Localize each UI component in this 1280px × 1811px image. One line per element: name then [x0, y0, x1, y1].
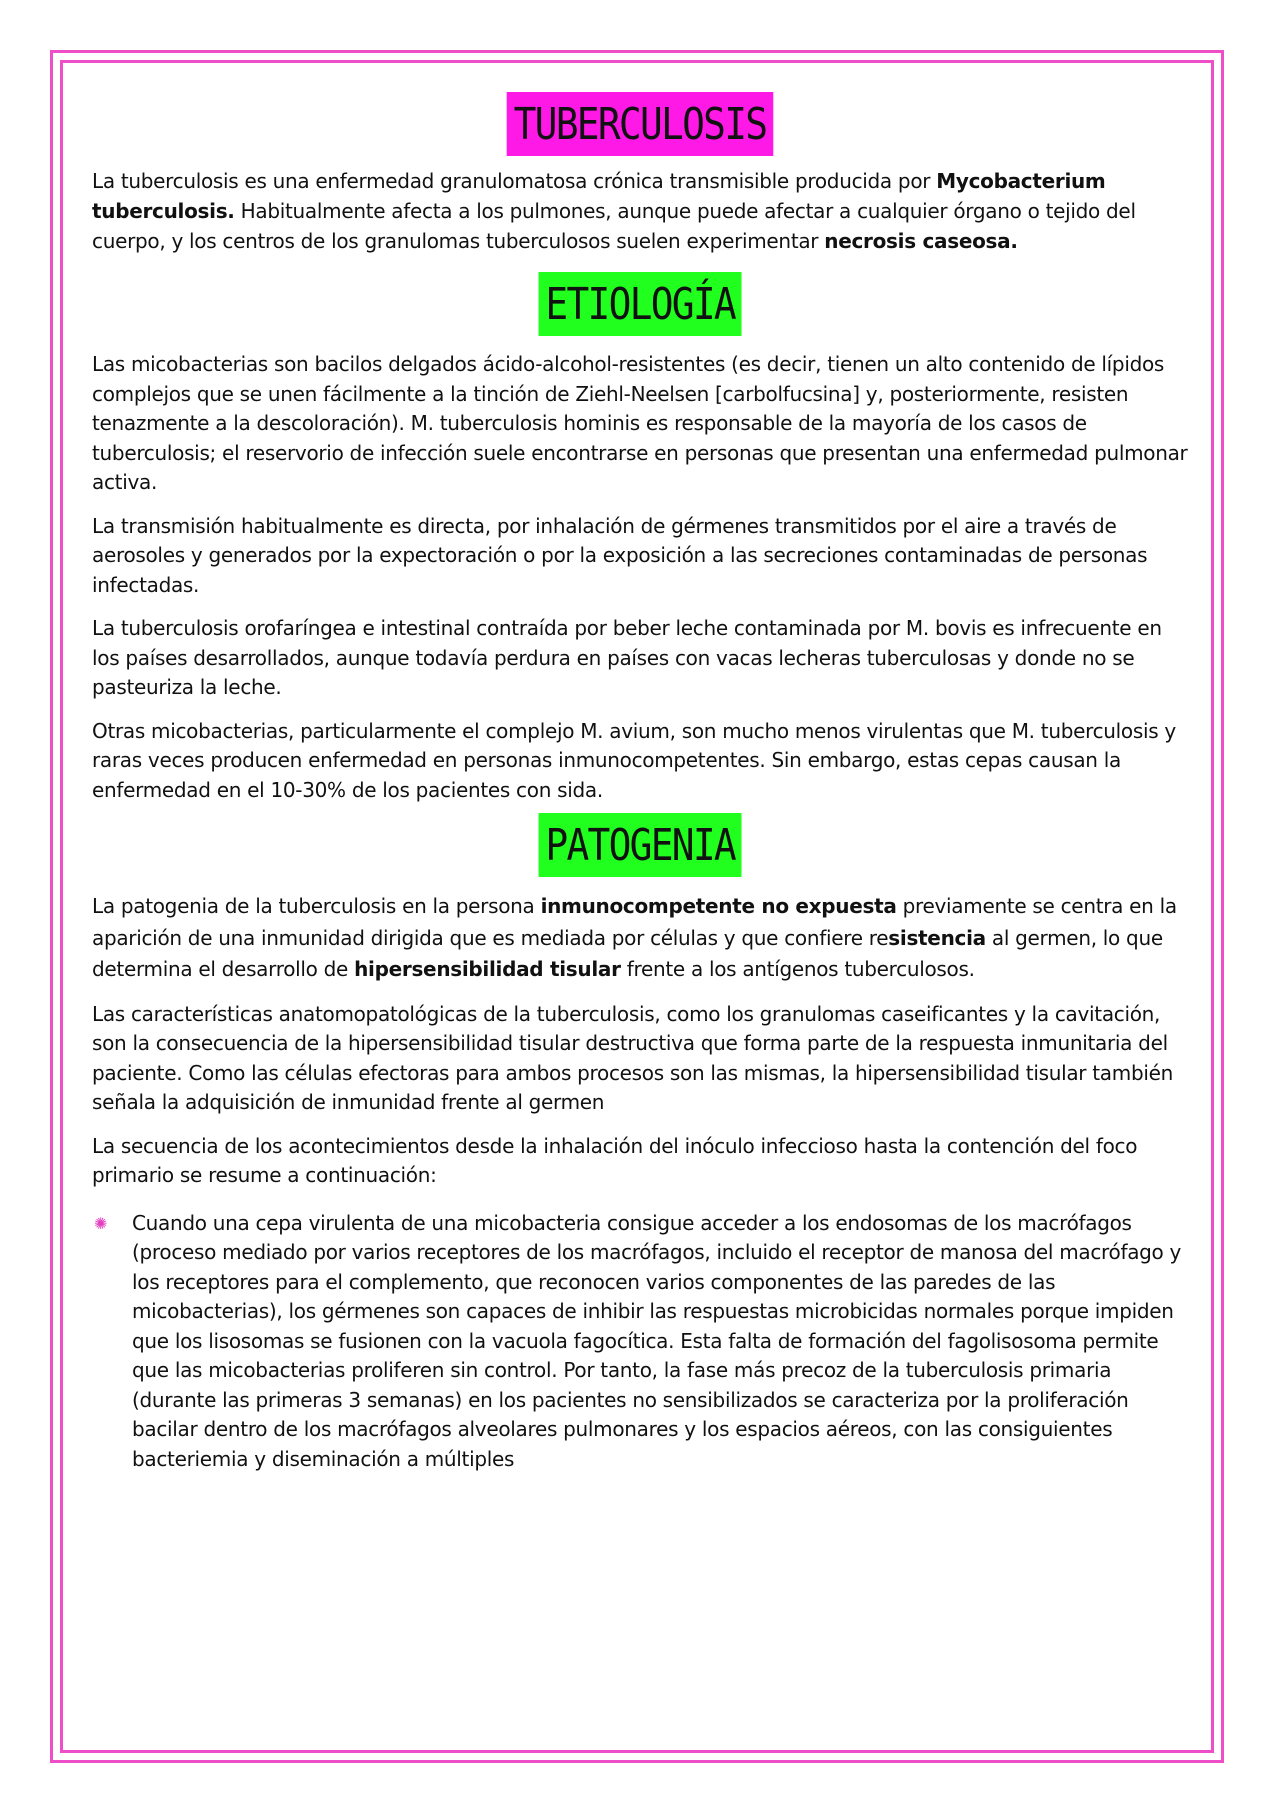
- etiologia-paragraph-3: La tuberculosis orofaríngea e intestinal contraída por beber leche contaminada por M. bovis es infrecuente en los países desarrollados, aunque todavía perdura en países con vacas lecheras tuberculosas y donde no se pasteuriza la leche.: [92, 616, 1162, 699]
- intro-paragraph: [92, 166, 1188, 256]
- etiologia-paragraph-4: Otras micobacterias, particularmente el complejo M. avium, son mucho menos virulentas que M. tuberculosis y raras veces producen enfermedad en personas inmunocompetentes. Sin embargo, estas cepas causan la enfermedad en el 10-30% de los pacientes con sida.: [92, 718, 1176, 802]
- patogenia-heading-wrap: [92, 813, 1188, 877]
- patogenia-p1-bold-2: sistencia: [888, 925, 986, 950]
- etiologia-heading: ETIOLOGÍA: [538, 272, 741, 336]
- intro-text-2: Habitualmente afecta a los pulmones, aunque puede afectar a cualquier órgano o tejido del cuerpo, y los centros de los granulomas tuberculosos suelen experimentar: [92, 199, 1136, 253]
- intro-bold-2: necrosis caseosa.: [824, 229, 1018, 253]
- etiologia-paragraph-1: Las micobacterias son bacilos delgados ácido-alcohol-resistentes (es decir, tienen un alto contenido de lípidos complejos que se unen fácilmente a la tinción de Ziehl-Neelsen [carbolfucsina] y, posteriormente, resisten tenazmente a la descoloración). M. tuberculosis hominis es responsable de la mayoría de los casos de tuberculosis; el reservorio de infección suele encontrarse en personas que presentan una enfermedad pulmonar activa.: [92, 352, 1188, 494]
- patogenia-heading: PATOGENIA: [538, 813, 741, 877]
- patogenia-p1-text-1: La patogenia de la tuberculosis en la persona: [92, 894, 541, 918]
- patogenia-p1-bold-1: inmunocompetente no expuesta: [540, 894, 897, 918]
- patogenia-p1-bold-3: hipersensibilidad tisular: [354, 957, 621, 981]
- intro-text-1: La tuberculosis es una enfermedad granulomatosa crónica transmisible producida por: [92, 169, 937, 193]
- document-content: [92, 92, 1188, 1474]
- bullet-icon: ✺: [94, 1213, 108, 1233]
- patogenia-paragraph-1: [92, 891, 1188, 986]
- bullet-text: Cuando una cepa virulenta de una micobacteria consigue acceder a los endosomas de los macrófagos (proceso mediado por varios receptores de los macrófagos, incluido el receptor de manosa del macrófago y los receptores para el complemento, que reconocen varios componentes de las paredes de las micobacterias), los gérmenes son capaces de inhibir las respuestas microbicidas normales porque impiden que los lisosomas se fusionen con la vacuola fagocítica. Esta falta de formación del fagolisosoma permite que las micobacterias proliferen sin control. Por tanto, la fase más precoz de la tuberculosis primaria (durante las primeras 3 semanas) en los pacientes no sensibilizados se caracteriza por la proliferación bacilar dentro de los macrófagos alveolares pulmonares y los espacios aéreos, con las consiguientes bacteriemia y diseminación a múltiples: [132, 1210, 1182, 1471]
- patogenia-paragraph-3: La secuencia de los acontecimientos desde la inhalación del inóculo infeccioso hasta la contención del foco primario se resume a continuación:: [92, 1133, 1138, 1187]
- patogenia-paragraph-2: Las características anatomopatológicas de la tuberculosis, como los granulomas caseificantes y la cavitación, son la consecuencia de la hipersensibilidad tisular destructiva que forma parte de la respuesta inmunitaria del paciente. Como las células efectoras para ambos procesos son las mismas, la hipersensibilidad tisular también señala la adquisición de inmunidad frente al germen: [92, 1001, 1173, 1114]
- patogenia-p1-text-4: frente a los antígenos tuberculosos.: [620, 957, 975, 981]
- etiologia-heading-wrap: [92, 272, 1188, 336]
- title-wrap: [92, 92, 1188, 156]
- patogenia-p1-text-2: previamente se centra en la aparición de una inmunidad dirigida que es mediada por células y que confiere re: [92, 894, 1177, 950]
- list-item: [92, 1209, 1188, 1475]
- intro-bold-1: Mycobacterium tuberculosis.: [92, 169, 1106, 223]
- page-title: TUBERCULOSIS: [507, 92, 774, 156]
- etiologia-paragraph-2: La transmisión habitualmente es directa, por inhalación de gérmenes transmitidos por el aire a través de aerosoles y generados por la expectoración o por la exposición a las secreciones contaminadas de personas infectadas.: [92, 513, 1148, 597]
- patogenia-p1-text-3: al germen, lo que determina el desarrollo de: [92, 925, 1163, 981]
